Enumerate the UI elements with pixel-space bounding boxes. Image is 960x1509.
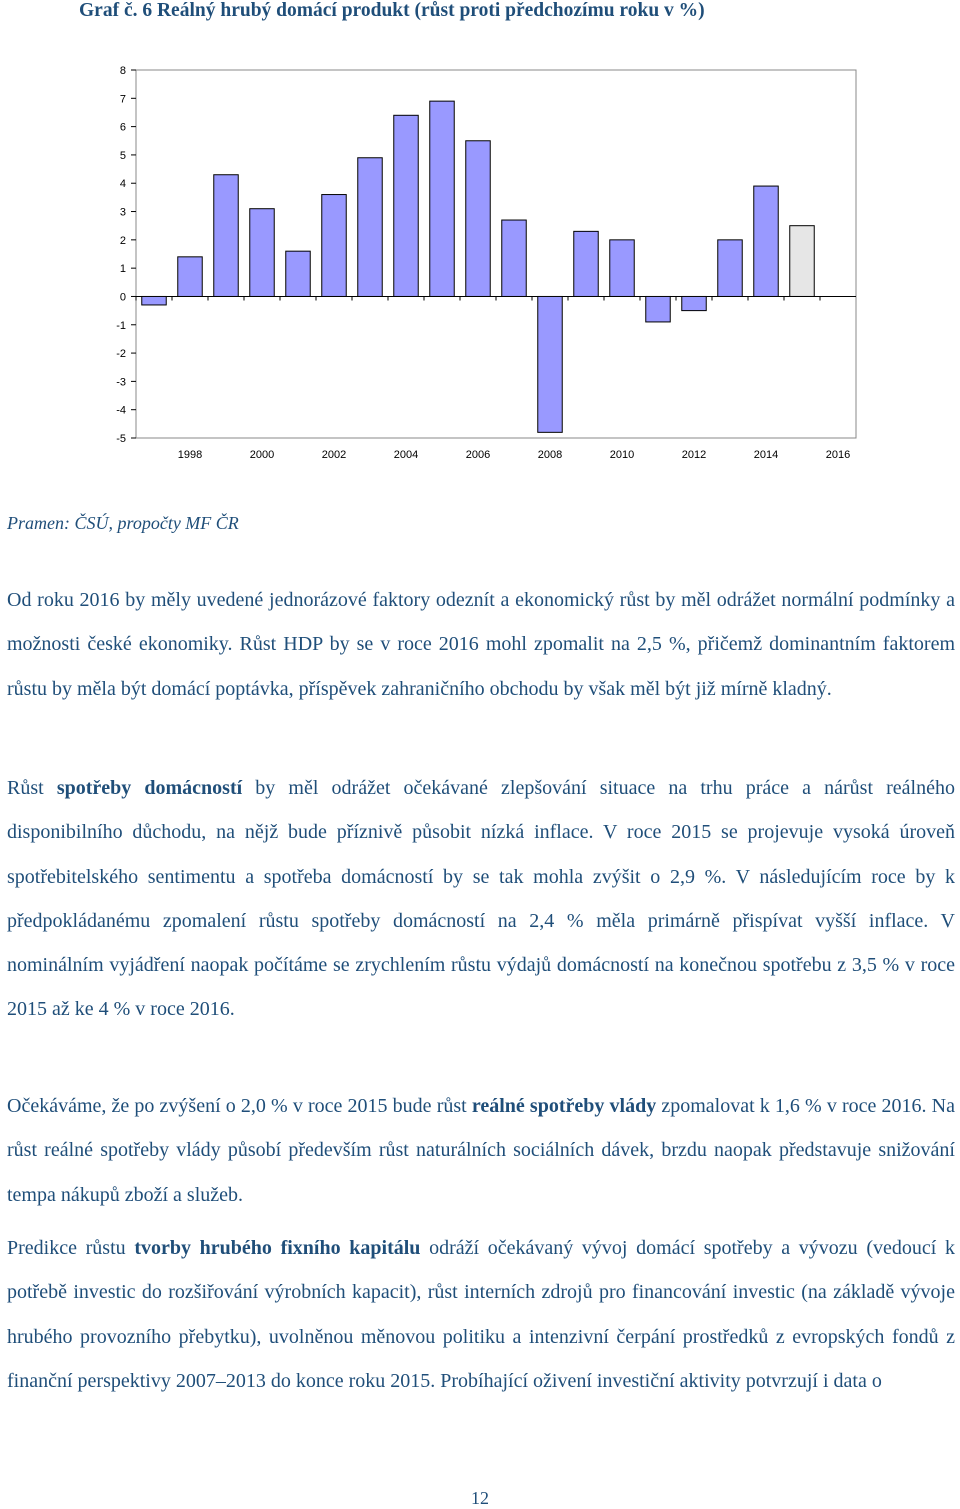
x-tick-label: 2012 [681, 449, 707, 461]
bar-2014 [754, 186, 778, 296]
text-run: Růst [7, 777, 57, 799]
x-tick-label: 2000 [249, 449, 275, 461]
y-tick-label: 2 [119, 234, 126, 247]
x-tick-label: 2010 [609, 449, 635, 461]
bar-2015 [790, 226, 814, 297]
bar-2013 [718, 240, 742, 297]
y-tick-label: 3 [119, 206, 126, 219]
text-run: by měl odrážet očekávané zlepšování situace na trhu práce a nárůst reálného disponibilního důchodu, na nějž bude příznivě působit nízká inflace. V roce 2015 se projevuje vysoká úroveň spotřebitelského sentimentu a spotřeba domácností by se tak mohla zvýšit o 2,9 %. V následujícím roce by k předpokládanému zpomalení růstu spotřeby domácností na 2,4 % měla primárně přispívat vyšší inflace. V nominálním vyjádření naopak počítáme se zrychlením růstu výdajů domácností na konečnou spotřebu z 3,5 % v roce 2015 až ke 4 % v roce 2016. [7, 777, 955, 1021]
x-tick-label: 1998 [177, 449, 203, 461]
bar-2002 [322, 195, 346, 297]
bold-phrase: reálné spotřeby vlády [471, 1095, 657, 1117]
text-run: Očekáváme, že po zvýšení o 2,0 % v roce 2015 bude růst [7, 1095, 472, 1117]
bar-1997 [142, 296, 166, 304]
x-tick-label: 2008 [537, 449, 563, 461]
plot-area [136, 70, 856, 438]
x-tick-label: 2002 [321, 449, 347, 461]
x-tick-label: 2014 [753, 449, 779, 461]
text-run: Predikce růstu [7, 1237, 135, 1259]
y-tick-label: 4 [119, 178, 126, 191]
y-tick-label: 7 [119, 93, 126, 106]
y-tick-label: 5 [119, 149, 126, 162]
y-tick-label: 8 [119, 65, 126, 77]
y-tick-label: -3 [116, 376, 126, 389]
y-tick-label: 0 [119, 291, 126, 304]
bold-phrase: tvorby hrubého fixního kapitálu [134, 1237, 421, 1259]
text-run: odráží očekávaný vývoj domácí spotřeby a vývozu (vedoucí k potřebě investic do rozšiřování výrobních kapacit), růst interních zdrojů pro financování investic (na základě vývoje hrubého provozního přebytku), uvolněnou měnovou politiku a intenzivní čerpání prostředků z evropských fondů z finanční perspektivy 2007–2013 do konce roku 2015. Probíhající oživení investiční aktivity potvrzují i data o [7, 1237, 955, 1392]
bar-2007 [502, 220, 526, 296]
bar-1998 [178, 257, 202, 297]
bar-2012 [682, 296, 706, 310]
bar-2005 [430, 101, 454, 296]
y-tick-label: -5 [116, 433, 126, 445]
bar-2011 [646, 296, 670, 321]
bar-2009 [574, 231, 598, 296]
y-tick-label: -4 [116, 404, 126, 417]
text-run: Od roku 2016 by měly uvedené jednorázové faktory odeznít a ekonomický růst by měl odrážet normální podmínky a možnosti české ekonomiky. Růst HDP by se v roce 2016 mohl zpomalit na 2,5 %, přičemž dominantním faktorem růstu by měla být domácí poptávka, příspěvek zahraničního obchodu by však měl být již mírně kladný. [7, 589, 955, 700]
y-tick-label: 1 [119, 263, 126, 276]
x-tick-label: 2006 [465, 449, 491, 461]
bold-phrase: spotřeby domácností [56, 777, 243, 799]
paragraph-1 [7, 578, 955, 711]
y-tick-label: -1 [116, 319, 126, 332]
chart-title: Graf č. 6 Reálný hrubý domácí produkt (růst proti předchozímu roku v %) [79, 0, 705, 21]
bar-2008 [538, 296, 562, 432]
bar-2000 [250, 209, 274, 297]
bar-2001 [286, 251, 310, 296]
x-tick-label: 2004 [393, 449, 419, 461]
paragraph-4 [7, 1226, 955, 1403]
bar-2004 [394, 115, 418, 296]
bar-2006 [466, 141, 490, 297]
y-tick-label: -2 [116, 348, 126, 361]
bar-1999 [214, 175, 238, 297]
bar-2003 [358, 158, 382, 297]
text-run: zpomalovat k 1,6 % v roce 2016. Na růst reálné spotřeby vlády působí především růst naturálních sociálních dávek, brzdu naopak představuje snižování tempa nákupů zboží a služeb. [7, 1095, 956, 1206]
paragraph-3 [7, 1084, 955, 1217]
gdp-growth-bar-chart [0, 45, 960, 470]
chart-source: Pramen: ČSÚ, propočty MF ČR [7, 513, 239, 533]
y-tick-label: 6 [119, 121, 126, 134]
page-number: 12 [471, 1488, 489, 1508]
bar-2010 [610, 240, 634, 297]
x-tick-label: 2016 [825, 449, 851, 461]
paragraph-2 [7, 766, 955, 1032]
